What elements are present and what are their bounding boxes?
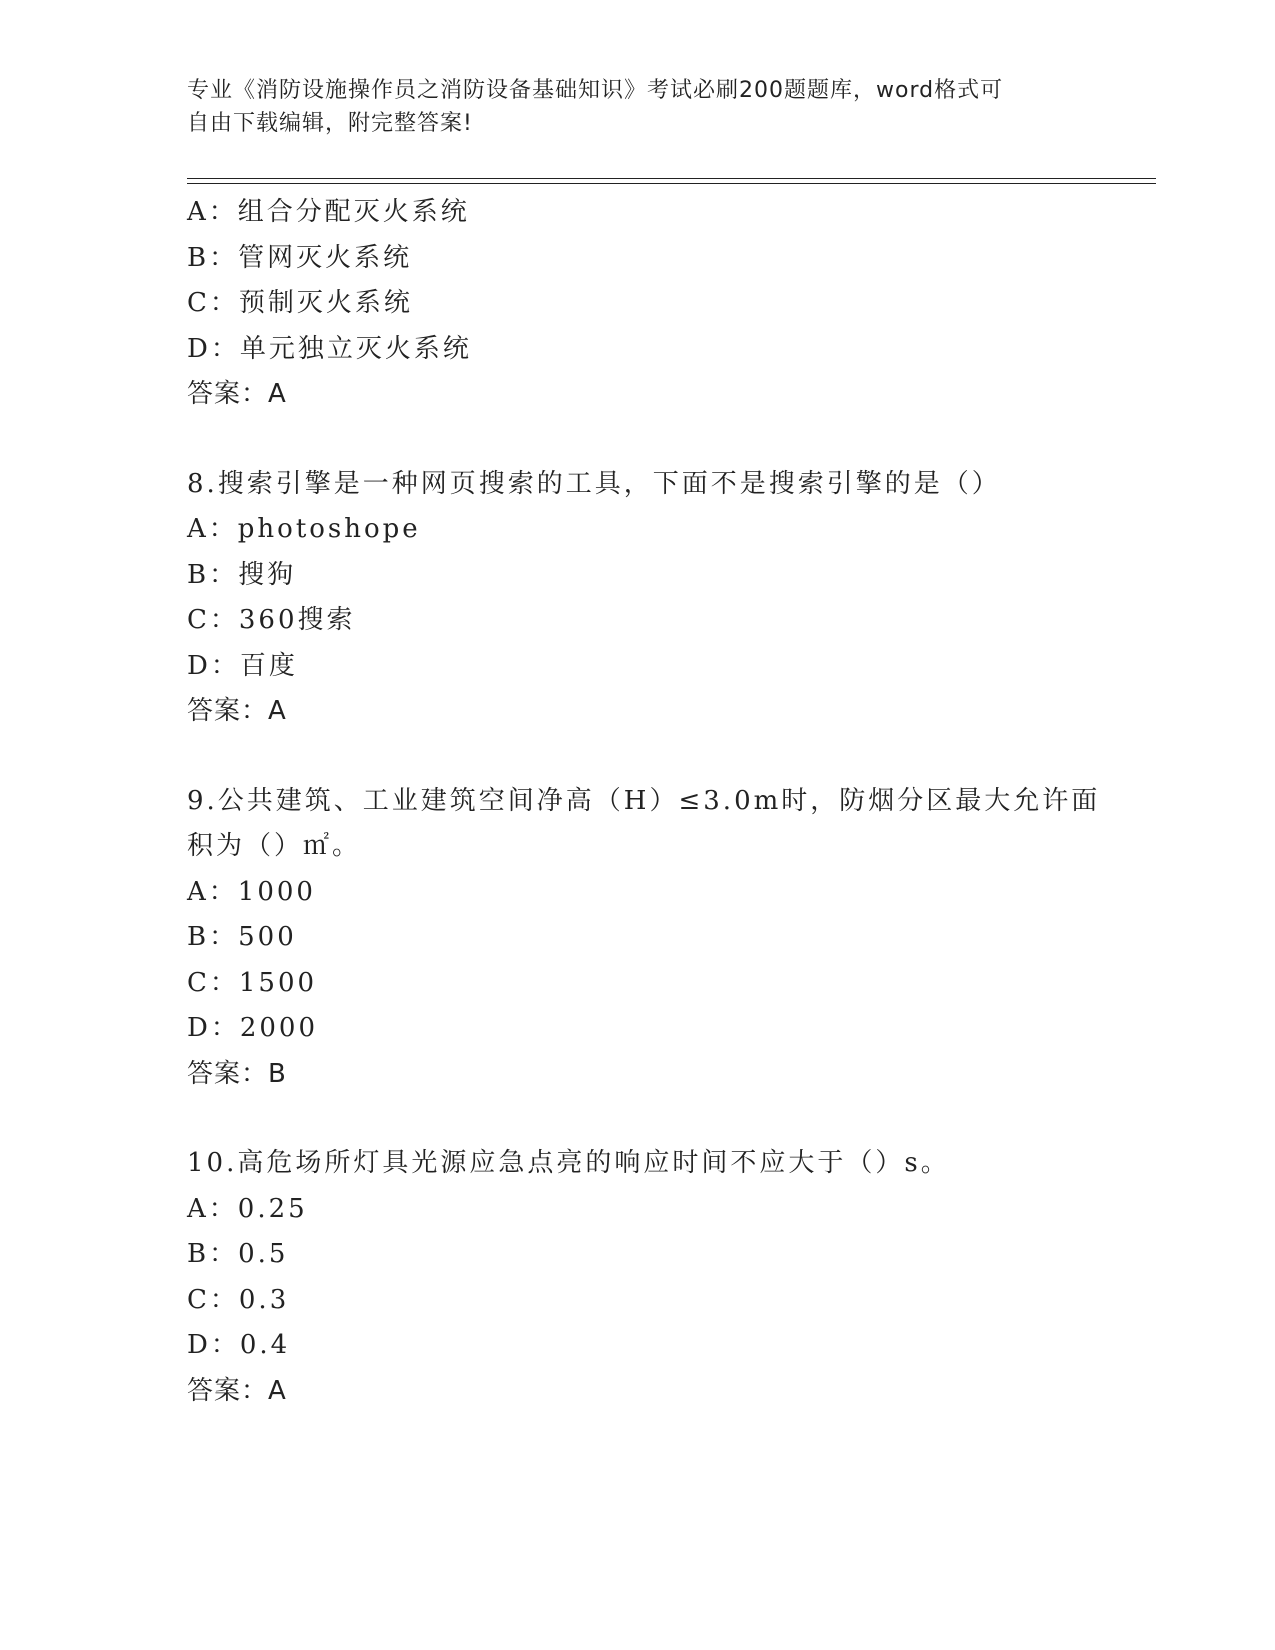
question-list (187, 190, 1147, 1414)
question-text-line-1: 9.公共建筑、工业建筑空间净高（H）≤3.0m时，防烟分区最大允许面 (187, 785, 1101, 816)
option-b: B：管网灭火系统 (187, 242, 413, 273)
header-title-line-1: 专业《消防设施操作员之消防设备基础知识》考试必刷200题题库，word格式可 (187, 78, 1004, 103)
answer-line: 答案：A (187, 379, 287, 409)
option-a: A：1000 (187, 876, 316, 907)
question-block-10 (187, 1141, 1147, 1414)
question-text: 8.搜索引擎是一种网页搜索的工具，下面不是搜索引擎的是（） (187, 468, 1001, 499)
question-block-8 (187, 462, 1147, 735)
document-header (187, 74, 1087, 140)
option-d: D：单元独立灭火系统 (187, 333, 472, 364)
header-title-line-2: 自由下载编辑，附完整答案! (187, 111, 473, 136)
option-b: B：500 (187, 922, 297, 952)
question-text-line-2: 积为（）㎡。 (187, 831, 362, 861)
answer-line: 答案：A (187, 696, 287, 726)
question-block-7 (187, 190, 1147, 418)
header-divider-top (187, 178, 1156, 179)
option-c: C：1500 (187, 967, 318, 998)
option-d: D：2000 (187, 1013, 319, 1043)
spacer (187, 418, 1147, 462)
option-d: D：0.4 (187, 1330, 291, 1360)
option-b: B：搜狗 (187, 559, 297, 590)
spacer (187, 1097, 1147, 1141)
option-b: B：0.5 (187, 1239, 289, 1269)
header-divider-bottom (187, 183, 1156, 184)
option-a: A：0.25 (187, 1193, 308, 1224)
option-c: C：0.3 (187, 1284, 290, 1315)
option-a: A：组合分配灭火系统 (187, 197, 470, 227)
question-text: 10.高危场所灯具光源应急点亮的响应时间不应大于（）s。 (187, 1148, 950, 1178)
option-d: D：百度 (187, 650, 298, 681)
option-c: C：预制灭火系统 (187, 288, 413, 318)
spacer (187, 735, 1147, 779)
option-c: C：360搜索 (187, 605, 356, 635)
answer-line: 答案：A (187, 1375, 287, 1406)
option-a: A：photoshope (187, 514, 421, 544)
question-block-9 (187, 779, 1147, 1098)
answer-line: 答案：B (187, 1058, 287, 1089)
